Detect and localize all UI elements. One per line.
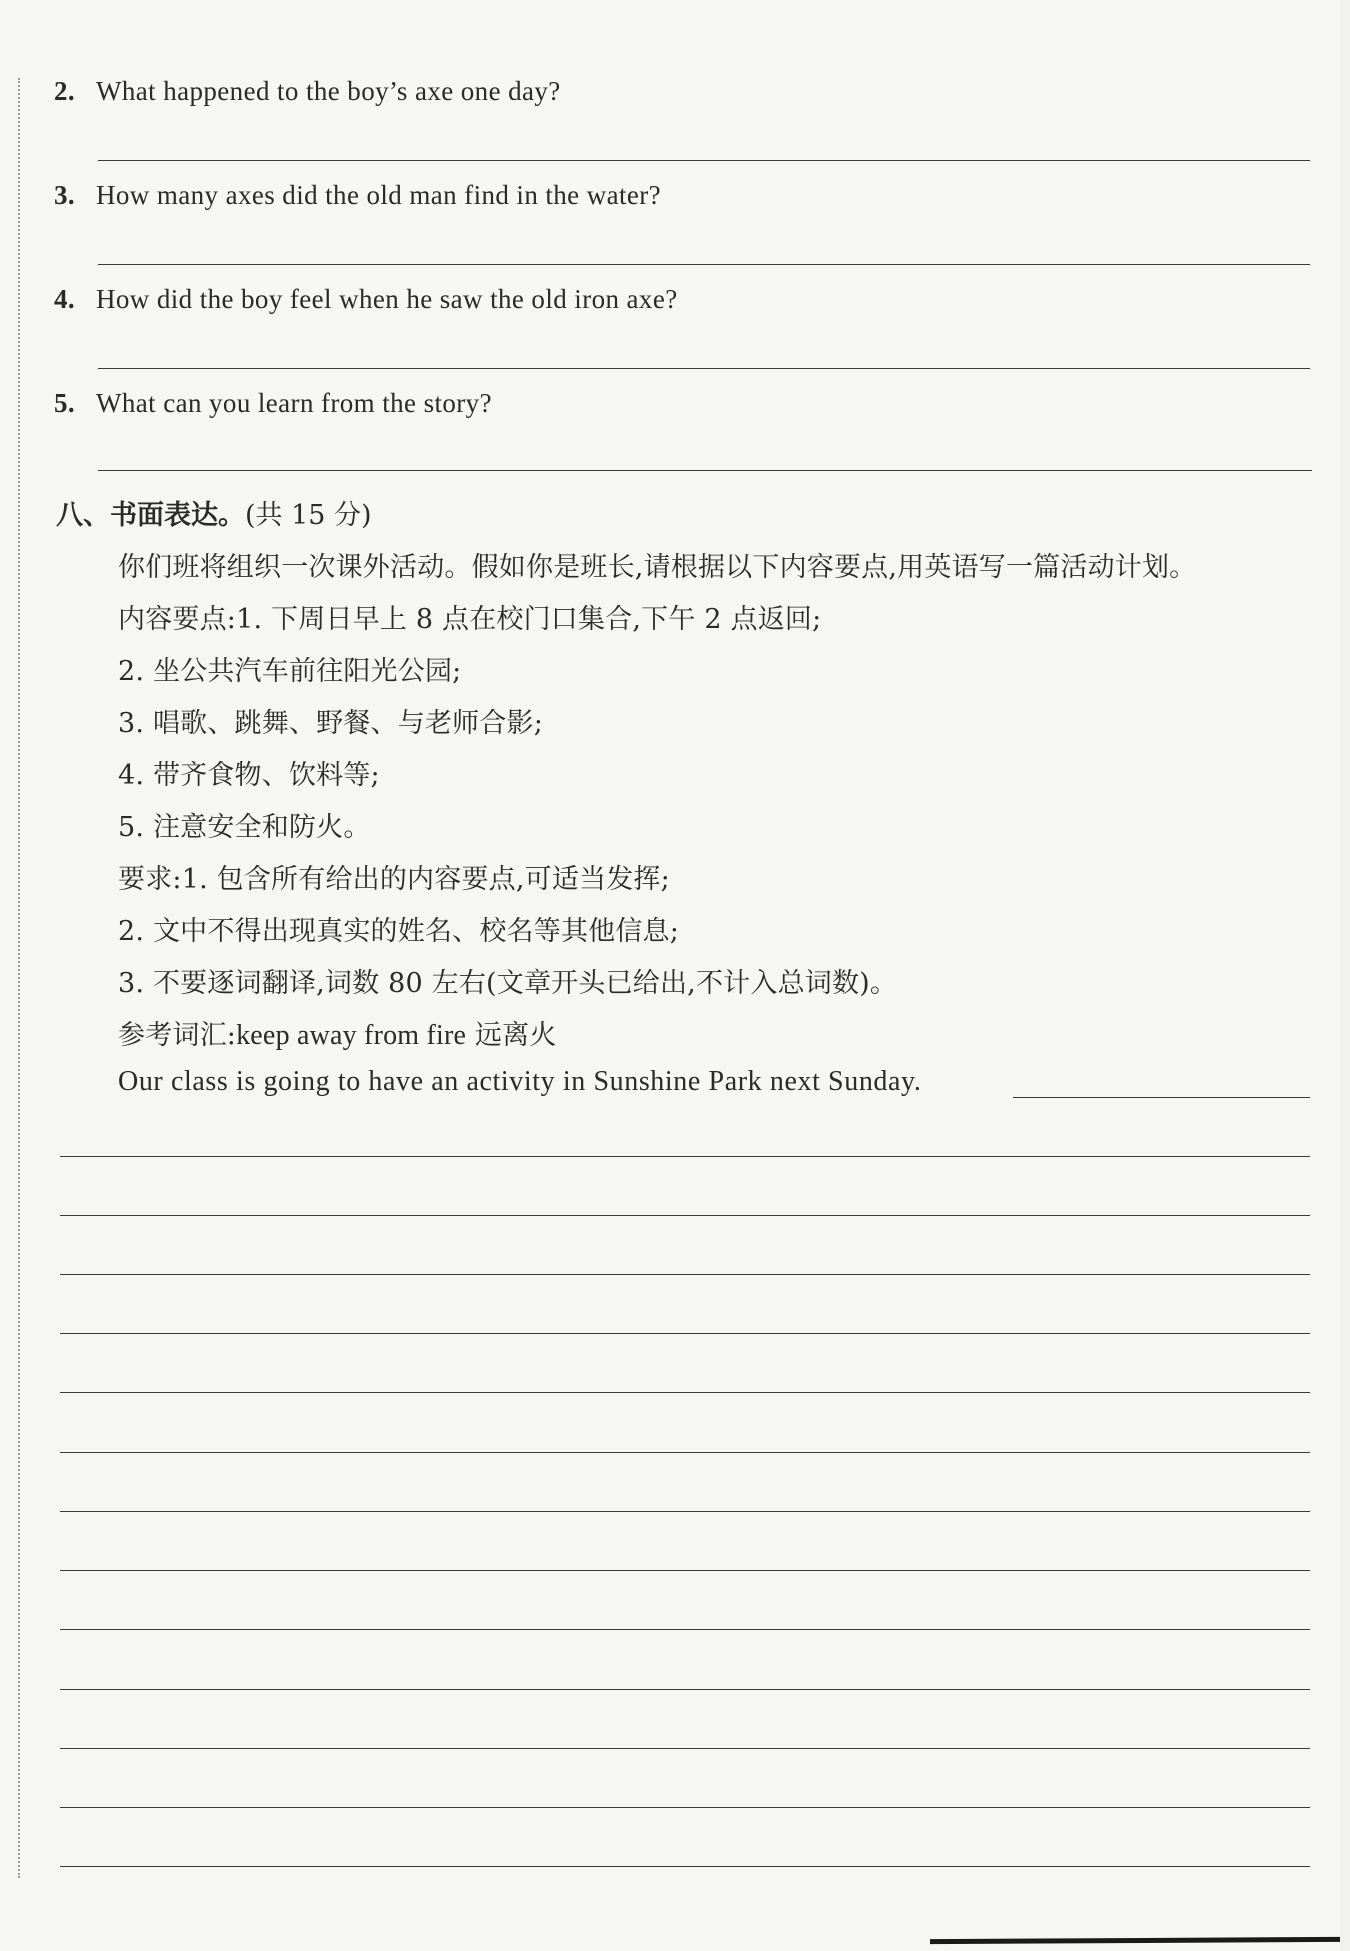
point-text: 1. 下周日早上 8 点在校门口集合,下午 2 点返回; [236, 604, 822, 635]
task-intro: 你们班将组织一次课外活动。假如你是班长,请根据以下内容要点,用英语写一篇活动计划。 [118, 552, 1197, 583]
essay-line-0[interactable] [1013, 1097, 1310, 1098]
requirement-1 [118, 857, 670, 896]
question-text: What happened to the boy’s axe one day? [96, 76, 561, 106]
question-3 [54, 180, 661, 211]
content-point-2: 2. 坐公共汽车前往阳光公园; [118, 656, 462, 687]
page-edge-bar [930, 1937, 1340, 1944]
binding-margin-rule [18, 78, 20, 1878]
question-2 [54, 76, 561, 107]
question-number: 4. [54, 284, 76, 314]
content-point-1 [118, 597, 821, 636]
reference-vocabulary [118, 1013, 557, 1052]
essay-line-11[interactable] [60, 1748, 1310, 1749]
question-text: What can you learn from the story? [96, 388, 492, 418]
question-number: 5. [54, 388, 76, 418]
answer-line-q5[interactable] [98, 470, 1312, 471]
answer-line-q2[interactable] [98, 160, 1310, 161]
content-point-5: 5. 注意安全和防火。 [118, 812, 371, 843]
essay-line-4[interactable] [60, 1333, 1310, 1334]
points-label: 内容要点: [118, 604, 237, 635]
question-text: How did the boy feel when he saw the old iron axe? [96, 284, 678, 314]
vocab-english: keep away from fire [236, 1020, 467, 1051]
vocab-label: 参考词汇: [118, 1020, 237, 1051]
section-score: (共 15 分) [245, 500, 372, 531]
content-point-4: 4. 带齐食物、饮料等; [118, 760, 380, 791]
essay-line-12[interactable] [60, 1807, 1310, 1808]
essay-line-13[interactable] [60, 1866, 1310, 1867]
content-point-3: 3. 唱歌、跳舞、野餐、与老师合影; [118, 708, 544, 739]
essay-line-8[interactable] [60, 1570, 1310, 1571]
answer-line-q3[interactable] [98, 264, 1310, 265]
essay-line-10[interactable] [60, 1689, 1310, 1690]
essay-opening: Our class is going to have an activity in Sunshine Park next Sunday. [118, 1066, 922, 1097]
essay-line-2[interactable] [60, 1215, 1310, 1216]
essay-line-7[interactable] [60, 1511, 1310, 1512]
requirement-2: 2. 文中不得出现真实的姓名、校名等其他信息; [118, 916, 680, 947]
question-4 [54, 284, 678, 315]
question-text: How many axes did the old man find in the water? [96, 180, 662, 210]
requirement-text: 1. 包含所有给出的内容要点,可适当发挥; [181, 864, 670, 895]
section-title: 八、书面表达。 [56, 500, 245, 531]
essay-line-3[interactable] [60, 1274, 1310, 1275]
requirement-3: 3. 不要逐词翻译,词数 80 左右(文章开头已给出,不计入总词数)。 [118, 968, 898, 999]
section-heading [56, 493, 372, 532]
question-number: 2. [54, 76, 76, 106]
essay-line-5[interactable] [60, 1392, 1310, 1393]
essay-line-1[interactable] [60, 1156, 1310, 1157]
vocab-chinese: 远离火 [474, 1020, 557, 1051]
essay-line-6[interactable] [60, 1452, 1310, 1453]
essay-line-9[interactable] [60, 1629, 1310, 1630]
answer-line-q4[interactable] [98, 368, 1310, 369]
question-5 [54, 388, 492, 419]
question-number: 3. [54, 180, 76, 210]
requirements-label: 要求: [118, 864, 182, 895]
